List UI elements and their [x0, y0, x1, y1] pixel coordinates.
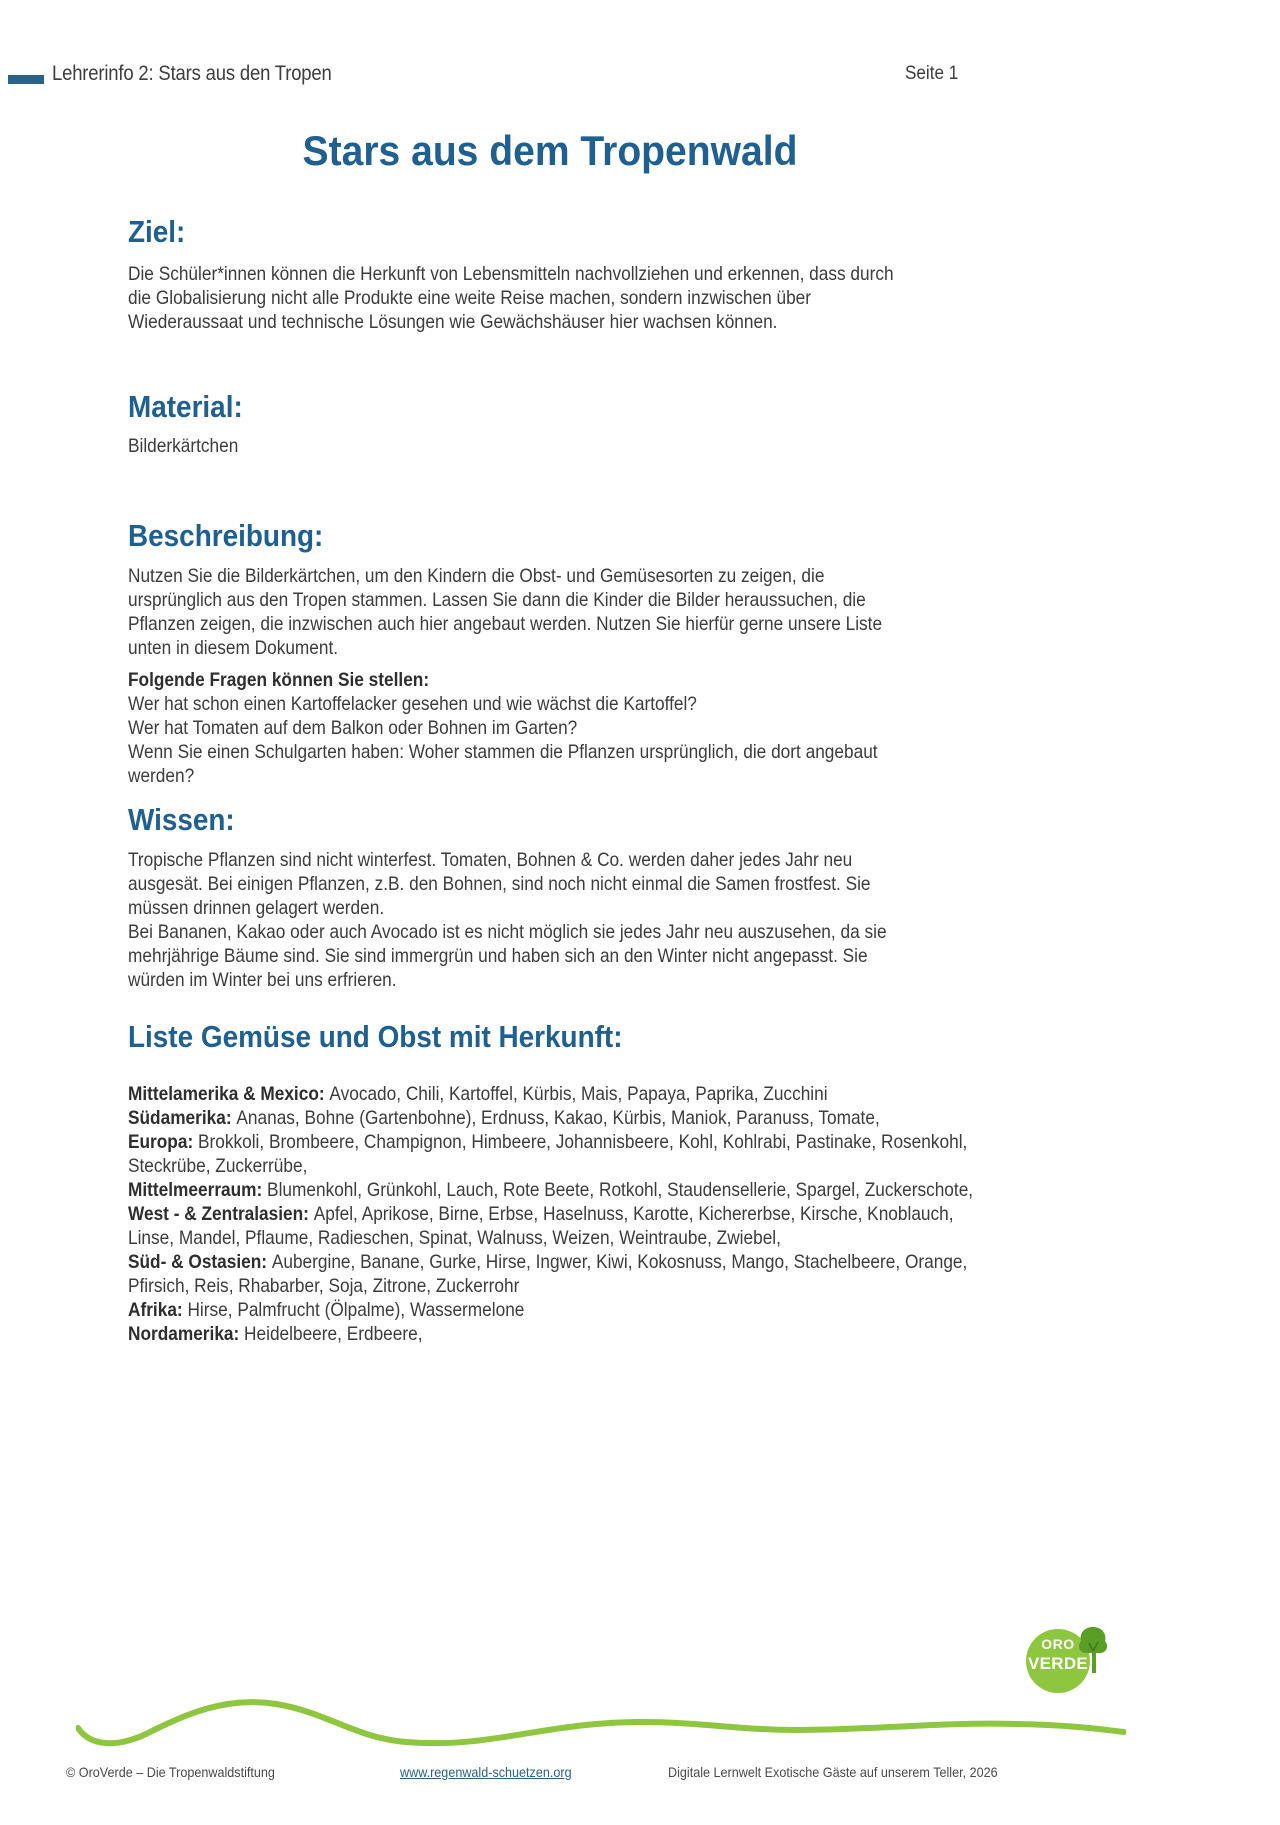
origin-region-label: Nordamerika:	[128, 1323, 245, 1345]
origin-list-item	[128, 1322, 991, 1346]
section-heading-material: Material:	[128, 389, 243, 424]
text-line: ursprünglich aus den Tropen stammen. Lassen Sie dann die Kinder die Bilder heraussuchen, die	[128, 589, 866, 611]
section-text-beschreibung	[128, 564, 991, 660]
logo-text-verde: VERDE	[1028, 1654, 1089, 1673]
origin-list	[128, 1082, 991, 1346]
section-text-wissen	[128, 848, 991, 992]
origin-region-label: Europa:	[128, 1131, 198, 1153]
origin-list-item	[128, 1130, 991, 1178]
text-line: würden im Winter bei uns erfrieren.	[128, 969, 397, 991]
page-number-label: Seite 1	[905, 63, 959, 84]
text-line: Tropische Pflanzen sind nicht winterfest. Tomaten, Bohnen & Co. werden daher jedes Jahr neu	[128, 849, 853, 871]
origin-region-label: West - & Zentralasien:	[128, 1203, 314, 1225]
origin-region-items: Hirse, Palmfrucht (Ölpalme), Wassermelone	[187, 1299, 525, 1321]
text-line: ausgesät. Bei einigen Pflanzen, z.B. den Bohnen, sind noch nicht einmal die Samen frostfest. Sie	[128, 873, 871, 895]
footer-copyright: © OroVerde – Die Tropenwaldstiftung	[66, 1764, 275, 1780]
text-line: Nutzen Sie die Bilderkärtchen, um den Kindern die Obst- und Gemüsesorten zu zeigen, die	[128, 565, 825, 587]
origin-region-label: Mittelmeerraum:	[128, 1179, 268, 1201]
section-heading-liste: Liste Gemüse und Obst mit Herkunft:	[128, 1019, 623, 1054]
questions-block	[128, 668, 991, 788]
origin-list-item	[128, 1250, 991, 1298]
origin-region-label: Süd- & Ostasien:	[128, 1251, 272, 1273]
footer-website-link[interactable]: www.regenwald-schuetzen.org	[400, 1764, 572, 1780]
footer-source: Digitale Lernwelt Exotische Gäste auf unserem Teller, 2026	[668, 1764, 998, 1780]
question-line: Wer hat Tomaten auf dem Balkon oder Bohnen im Garten?	[128, 717, 578, 739]
origin-region-items: Heidelbeere, Erdbeere,	[244, 1323, 423, 1345]
page-header	[0, 62, 1280, 96]
wave-icon	[76, 1690, 1126, 1750]
origin-list-item	[128, 1106, 991, 1130]
questions-heading: Folgende Fragen können Sie stellen:	[128, 669, 430, 691]
origin-list-item	[128, 1202, 991, 1250]
origin-region-items: Aubergine, Banane, Gurke, Hirse, Ingwer, Kiwi, Kokosnuss, Mango, Stachelbeere, Orange, Pfirsich, Reis, Rhabarber, Soja, Zitrone, Zuckerrohr	[128, 1251, 968, 1297]
section-heading-beschreibung: Beschreibung:	[128, 518, 324, 553]
header-title: Lehrerinfo 2: Stars aus den Tropen	[52, 62, 332, 85]
section-heading-ziel: Ziel:	[128, 214, 186, 249]
text-line: mehrjährige Bäume sind. Sie sind immergrün und haben sich an den Winter nicht angepasst. Sie	[128, 945, 868, 967]
text-line: Pflanzen zeigen, die inzwischen auch hier angebaut werden. Nutzen Sie hierfür gerne unsere Liste	[128, 613, 883, 635]
question-line: Wer hat schon einen Kartoffelacker gesehen und wie wächst die Kartoffel?	[128, 693, 697, 715]
text-line: Wiederaussaat und technische Lösungen wie Gewächshäuser hier wachsen können.	[128, 311, 778, 333]
origin-region-items: Ananas, Bohne (Gartenbohne), Erdnuss, Kakao, Kürbis, Maniok, Paranuss, Tomate,	[236, 1107, 880, 1129]
text-line: Die Schüler*innen können die Herkunft von Lebensmitteln nachvollziehen und erkennen, dass durch	[128, 263, 894, 285]
section-heading-wissen: Wissen:	[128, 802, 235, 837]
origin-list-item	[128, 1298, 991, 1322]
origin-region-items: Blumenkohl, Grünkohl, Lauch, Rote Beete, Rotkohl, Staudensellerie, Spargel, Zuckerschote,	[267, 1179, 974, 1201]
section-text-ziel	[128, 262, 991, 334]
question-line: werden?	[128, 765, 195, 787]
origin-region-label: Afrika:	[128, 1299, 188, 1321]
section-text-material	[128, 434, 991, 458]
origin-list-item	[128, 1178, 991, 1202]
origin-list-item	[128, 1082, 991, 1106]
text-line: Bei Bananen, Kakao oder auch Avocado ist es nicht möglich sie jedes Jahr neu auszusehen, da sie	[128, 921, 887, 943]
question-line: Wenn Sie einen Schulgarten haben: Woher stammen die Pflanzen ursprünglich, die dort angebaut	[128, 741, 878, 763]
text-line: unten in diesem Dokument.	[128, 637, 339, 659]
header-accent-bar	[8, 75, 44, 84]
origin-region-label: Südamerika:	[128, 1107, 237, 1129]
text-line: Bilderkärtchen	[128, 435, 239, 457]
page-title: Stars aus dem Tropenwald	[302, 127, 798, 174]
origin-region-items: Avocado, Chili, Kartoffel, Kürbis, Mais, Papaya, Paprika, Zucchini	[329, 1083, 828, 1105]
origin-region-label: Mittelamerika & Mexico:	[128, 1083, 330, 1105]
footer-wave-divider	[76, 1690, 1126, 1750]
origin-region-items: Brokkoli, Brombeere, Champignon, Himbeere, Johannisbeere, Kohl, Kohlrabi, Pastinake, Rosenkohl, Steckrübe, Zuckerrübe,	[128, 1131, 968, 1177]
logo-text-oro: ORO	[1041, 1636, 1075, 1652]
origin-region-items: Apfel, Aprikose, Birne, Erbse, Haselnuss, Karotte, Kichererbse, Kirsche, Knoblauch, Linse, Mandel, Pflaume, Radieschen, Spinat, Walnuss, Weizen, Weintraube, Zwiebel,	[128, 1203, 954, 1249]
text-line: müssen drinnen gelagert werden.	[128, 897, 385, 919]
text-line: die Globalisierung nicht alle Produkte eine weite Reise machen, sondern inzwischen über	[128, 287, 812, 309]
